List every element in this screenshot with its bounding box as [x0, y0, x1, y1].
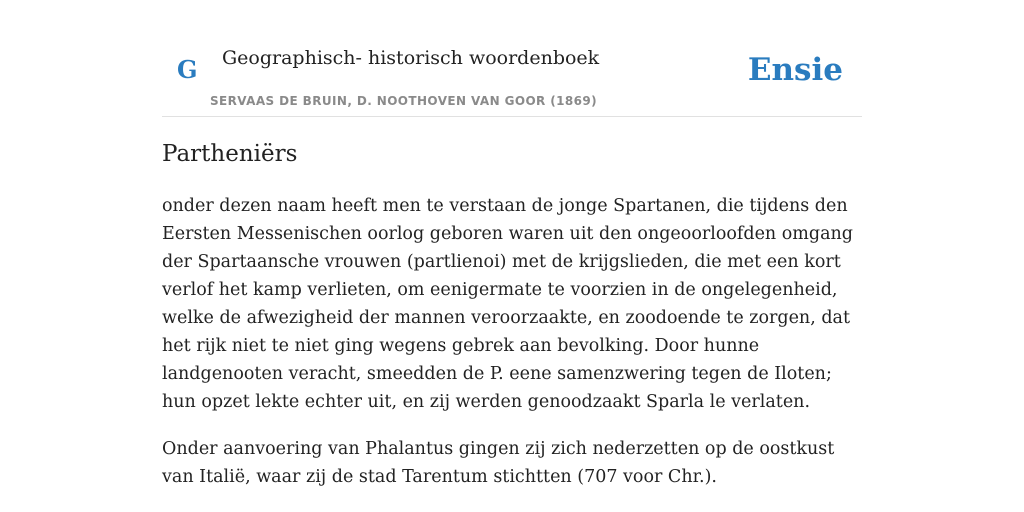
- entry-paragraph-1: onder dezen naam heeft men te verstaan de jonge Spartanen, die tijdens den Eersten Messenischen oorlog geboren waren uit den ongeoorloofden omgang der Spartaansche vrouwen (partlienoi) met de krijgslieden, die met een kort verlof het kamp verlieten, om eenigermate te voorzien in de ongelegenheid, welke de afwezigheid der mannen veroorzaakte, en zoodoende te zorgen, dat het rijk niet te niet ging wegens gebrek aan bevolking. Door hunne landgenooten veracht, smeedden de P. eene samenzwering tegen de Iloten; hun opzet lekte echter uit, en zij werden genoodzaakt Sparla le verlaten.: [162, 196, 853, 412]
- book-title[interactable]: Geographisch- historisch woordenboek: [222, 47, 600, 69]
- book-logo-letter[interactable]: G: [177, 55, 198, 84]
- entry-title: Partheniërs: [162, 141, 298, 167]
- book-author: SERVAAS DE BRUIN, D. NOOTHOVEN VAN GOOR (1869): [210, 94, 598, 108]
- brand-logo[interactable]: Ensie: [747, 52, 843, 88]
- book-header: [162, 0, 862, 117]
- entry-paragraph-2: Onder aanvoering van Phalantus gingen zij zich nederzetten op de oostkust van Italië, waar zij de stad Tarentum stichtten (707 voor Chr.).: [162, 439, 835, 487]
- page-container: [162, 0, 862, 512]
- entry-body: [162, 192, 862, 510]
